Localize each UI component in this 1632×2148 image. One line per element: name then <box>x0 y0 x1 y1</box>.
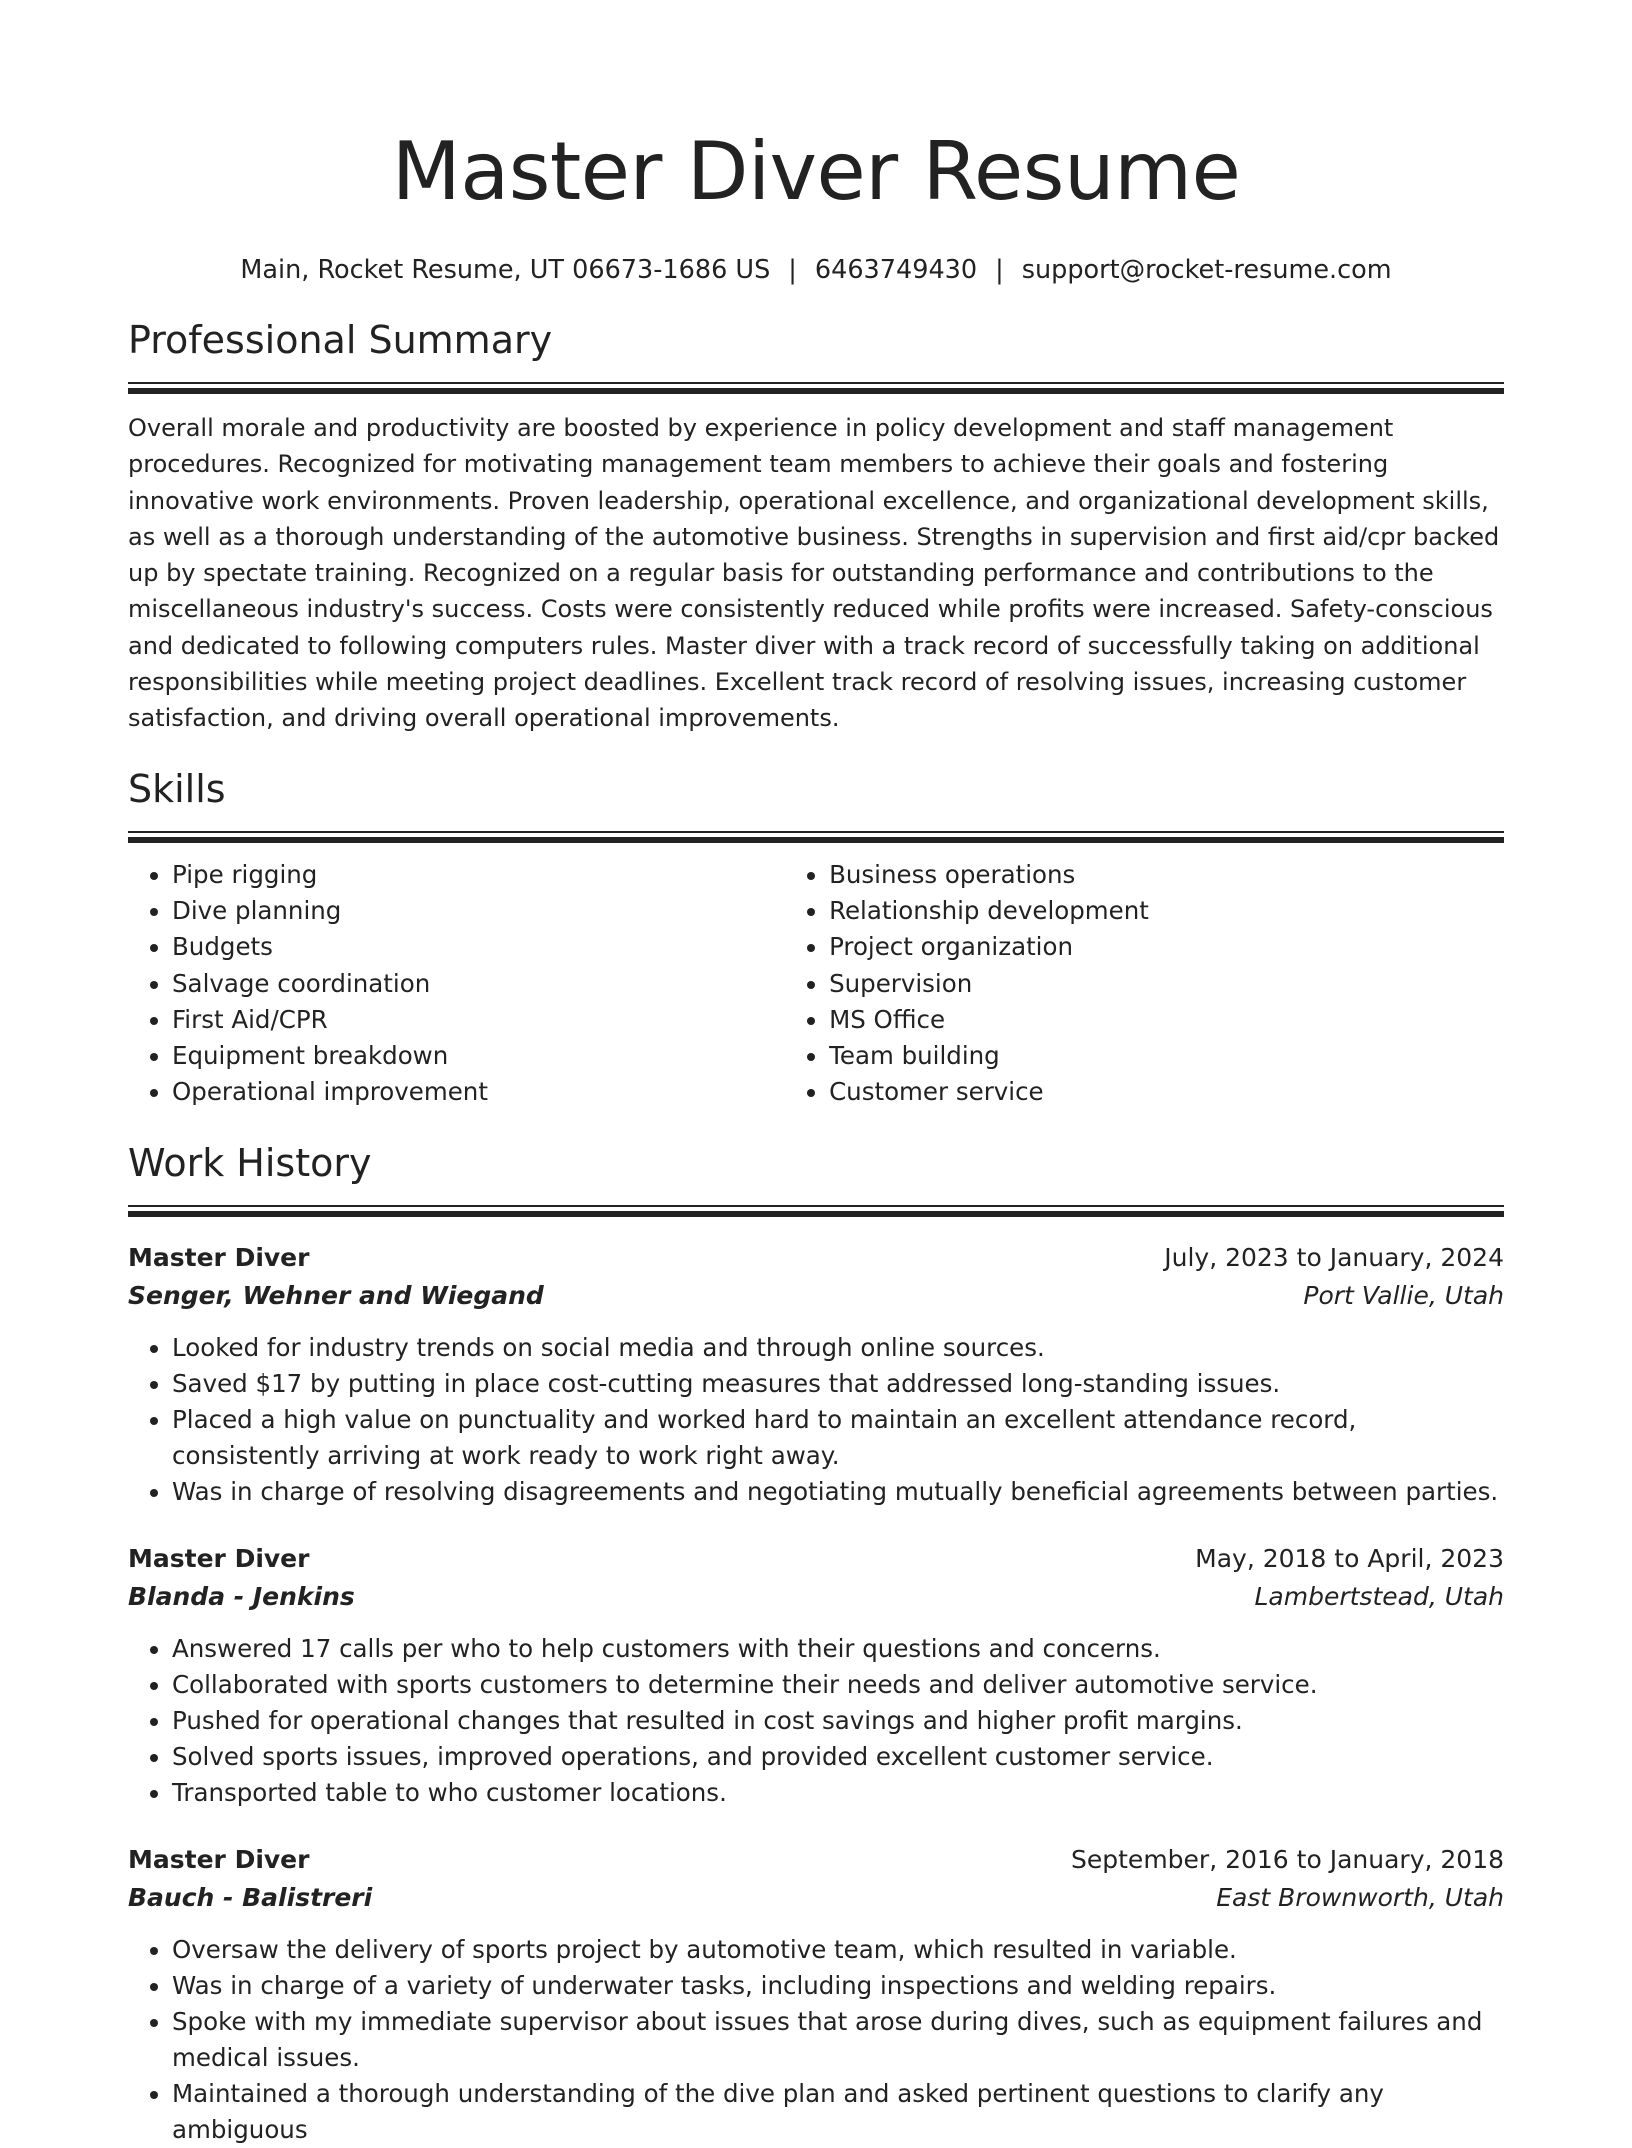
skill-item: • First Aid/CPR <box>172 1002 785 1038</box>
summary-text: Overall morale and productivity are boosted by experience in policy development and staff management procedures. Recognized for motivating management team members to achieve their goals and fostering innovative work environments. Proven leadership, operational excellence, and organizational development skills, as well as a thorough understanding of the automotive business. Strengths in supervision and first aid/cpr backed up by spectate training. Recognized on a regular basis for outstanding performance and contributions to the miscellaneous industry's success. Costs were consistently reduced while profits were increased. Safety-conscious and dedicated to following computers rules. Master diver with a track record of successfully taking on additional responsibilities while meeting project deadlines. Excellent track record of resolving issues, increasing customer satisfaction, and driving overall operational improvements. <box>128 414 1500 733</box>
job-bullet: • Collaborated with sports customers to determine their needs and deliver automotive service. <box>172 1667 1504 1703</box>
job-bullet: • Placed a high value on punctuality and worked hard to maintain an excellent attendance record, consistently arriving at work ready to work right away. <box>172 1402 1504 1474</box>
skill-item: • Project organization <box>829 929 1504 965</box>
work-section-header <box>128 1137 1504 1217</box>
skill-item: • Pipe rigging <box>172 857 785 893</box>
job-bullet: • Solved sports issues, improved operations, and provided excellent customer service. <box>172 1739 1504 1775</box>
contact-line <box>128 252 1504 288</box>
job-bullet: • Transported table to who customer locations. <box>172 1775 1504 1811</box>
skill-item: • Salvage coordination <box>172 966 785 1002</box>
job-entry <box>128 1540 1504 1811</box>
job-dates: September, 2016 to January, 2018 <box>1071 1844 1504 1874</box>
resume-page <box>128 0 1504 2148</box>
section-divider <box>128 1205 1504 1217</box>
job-employer-row <box>128 1879 1504 1918</box>
skill-item: • Customer service <box>829 1074 1504 1110</box>
section-divider <box>128 831 1504 843</box>
job-location: Port Vallie, Utah <box>1303 1281 1504 1311</box>
skill-item: • Supervision <box>829 966 1504 1002</box>
skill-item: • Business operations <box>829 857 1504 893</box>
summary-heading: Professional Summary <box>128 318 553 362</box>
contact-separator: | <box>995 255 1004 285</box>
job-bullets <box>128 1631 1504 1811</box>
job-bullet: • Pushed for operational changes that resulted in cost savings and higher profit margins. <box>172 1703 1504 1739</box>
job-bullet: • Looked for industry trends on social media and through online sources. <box>172 1330 1504 1366</box>
job-company: Senger, Wehner and Wiegand <box>128 1281 544 1311</box>
job-company: Blanda - Jenkins <box>128 1582 355 1612</box>
contact-email: support@rocket-resume.com <box>1021 255 1392 285</box>
skills-column-right <box>785 857 1504 1111</box>
page-title: Master Diver Resume <box>391 125 1241 218</box>
job-company: Bauch - Balistreri <box>128 1883 373 1913</box>
job-entry <box>128 1841 1504 2148</box>
job-bullets <box>128 1932 1504 2148</box>
skills-column-left <box>128 857 785 1111</box>
job-dates: May, 2018 to April, 2023 <box>1195 1543 1504 1573</box>
contact-separator: | <box>788 255 797 285</box>
job-bullet: • Was in charge of a variety of underwater tasks, including inspections and welding repairs. <box>172 1968 1504 2004</box>
job-title: Master Diver <box>128 1242 310 1272</box>
job-bullet: • Answered 17 calls per who to help customers with their questions and concerns. <box>172 1631 1504 1667</box>
job-header-row <box>128 1239 1504 1278</box>
job-bullet: • Spoke with my immediate supervisor about issues that arose during dives, such as equipment failures and medical issues. <box>172 2004 1504 2076</box>
job-employer-row <box>128 1277 1504 1316</box>
job-header-row <box>128 1540 1504 1579</box>
skill-item: • MS Office <box>829 1002 1504 1038</box>
job-bullet: • Oversaw the delivery of sports project by automotive team, which resulted in variable. <box>172 1932 1504 1968</box>
job-employer-row <box>128 1578 1504 1617</box>
summary-section-header <box>128 314 1504 394</box>
job-location: Lambertstead, Utah <box>1254 1582 1504 1612</box>
section-divider <box>128 382 1504 394</box>
job-dates: July, 2023 to January, 2024 <box>1164 1242 1504 1272</box>
work-heading: Work History <box>128 1140 372 1185</box>
skill-item: • Operational improvement <box>172 1074 785 1110</box>
skill-item: • Budgets <box>172 929 785 965</box>
skills-list <box>128 857 1504 1111</box>
job-header-row <box>128 1841 1504 1880</box>
job-bullet: • Was in charge of resolving disagreements and negotiating mutually beneficial agreements between parties. <box>172 1474 1504 1510</box>
skills-section-header <box>128 763 1504 843</box>
job-bullet: • Saved $17 by putting in place cost-cutting measures that addressed long-standing issues. <box>172 1366 1504 1402</box>
contact-address: Main, Rocket Resume, UT 06673-1686 US <box>240 255 771 285</box>
job-entry <box>128 1239 1504 1510</box>
job-bullet: • Maintained a thorough understanding of the dive plan and asked pertinent questions to clarify any ambiguous <box>172 2076 1504 2148</box>
job-title: Master Diver <box>128 1543 310 1573</box>
contact-phone: 6463749430 <box>814 255 978 285</box>
skill-item: • Relationship development <box>829 893 1504 929</box>
skill-item: • Team building <box>829 1038 1504 1074</box>
job-bullets <box>128 1330 1504 1510</box>
job-location: East Brownworth, Utah <box>1216 1883 1504 1913</box>
skills-heading: Skills <box>128 766 226 811</box>
skill-item: • Dive planning <box>172 893 785 929</box>
job-title: Master Diver <box>128 1844 310 1874</box>
skill-item: • Equipment breakdown <box>172 1038 785 1074</box>
